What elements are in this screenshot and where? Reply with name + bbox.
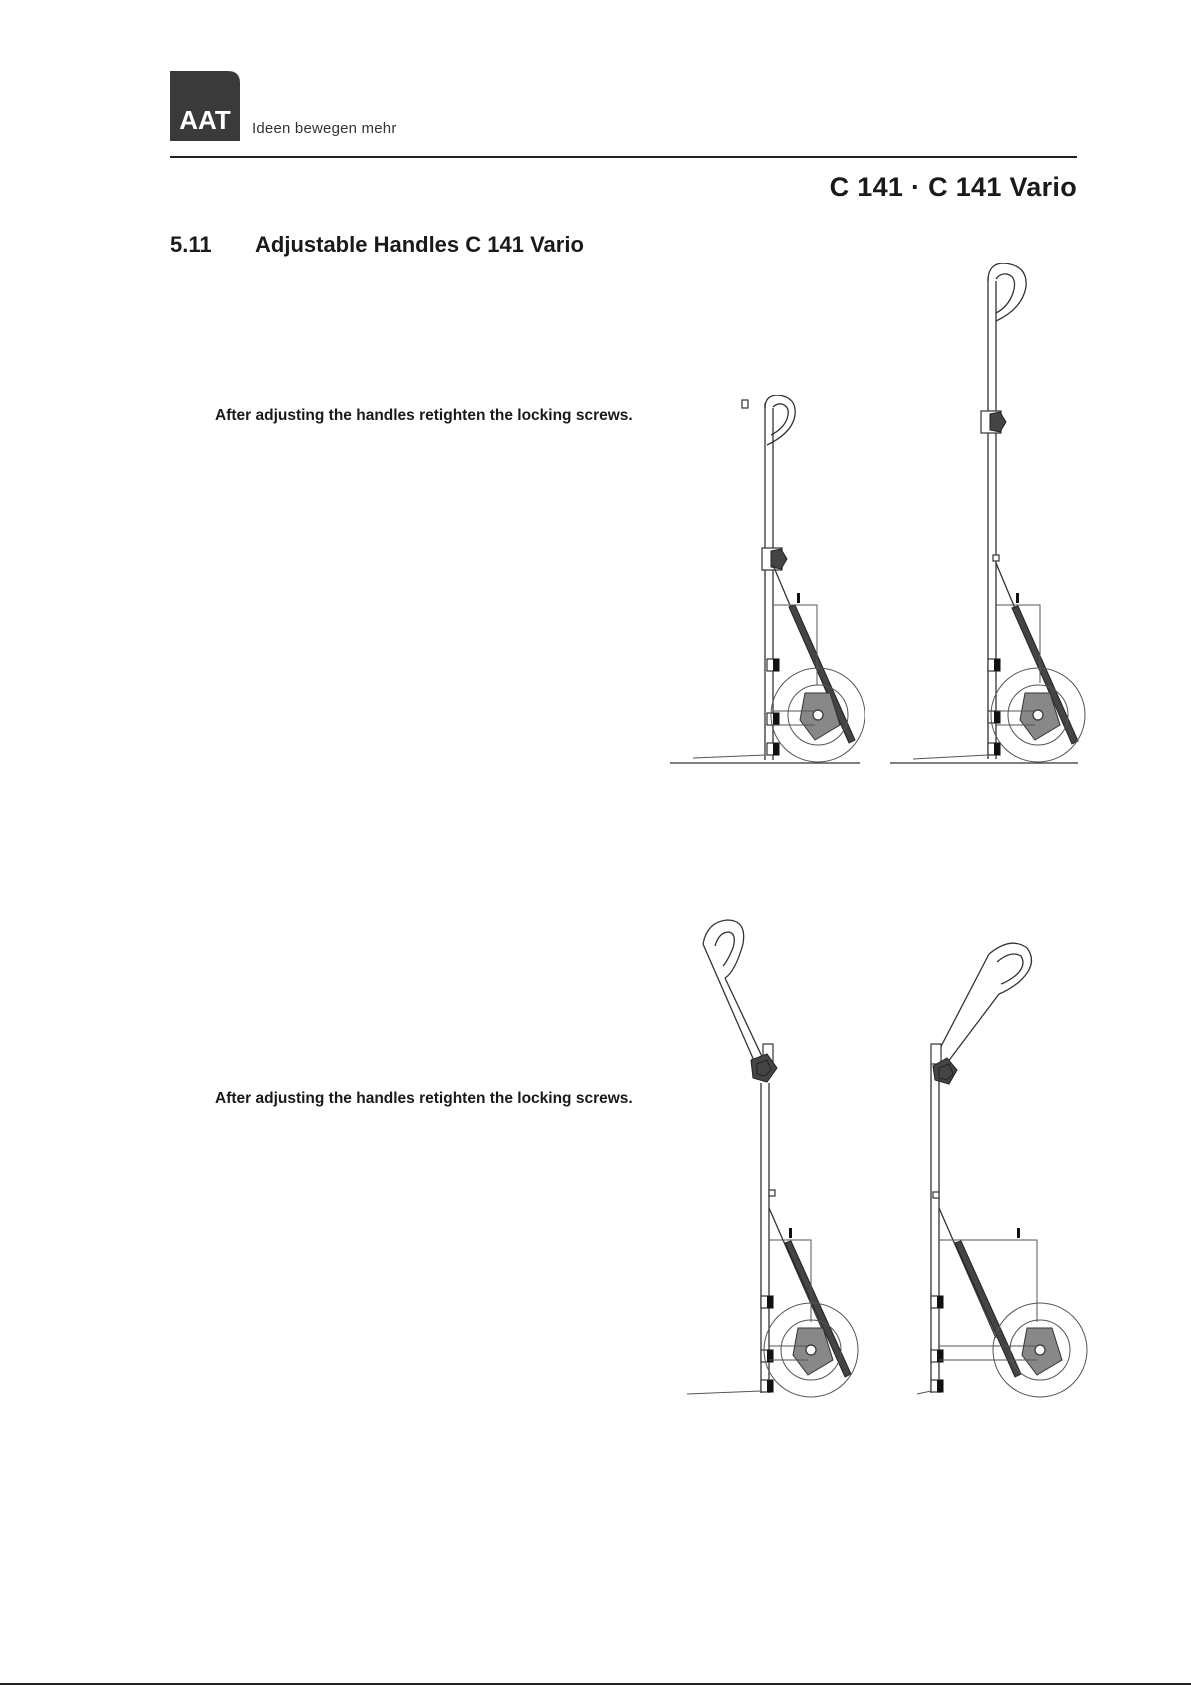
figure-handle-extended: [888, 263, 1088, 768]
section-heading: [170, 232, 584, 258]
instruction-note-1: After adjusting the handles retighten the locking screws.: [215, 407, 633, 424]
figure-handle-retracted: [665, 395, 865, 770]
aat-logo: [170, 71, 240, 141]
instruction-note-2: After adjusting the handles retighten the locking screws.: [215, 1090, 633, 1107]
document-title: C 141 · C 141 Vario: [829, 172, 1077, 202]
section-number: 5.11: [170, 232, 212, 257]
figure-handle-tilted-forward: [915, 938, 1115, 1400]
logo-text: AAT: [179, 105, 231, 135]
section-title: Adjustable Handles C 141 Vario: [255, 232, 584, 257]
tagline: Ideen bewegen mehr: [252, 120, 397, 137]
figure-handle-tilted-back: [685, 918, 885, 1400]
header-divider: [170, 156, 1077, 158]
